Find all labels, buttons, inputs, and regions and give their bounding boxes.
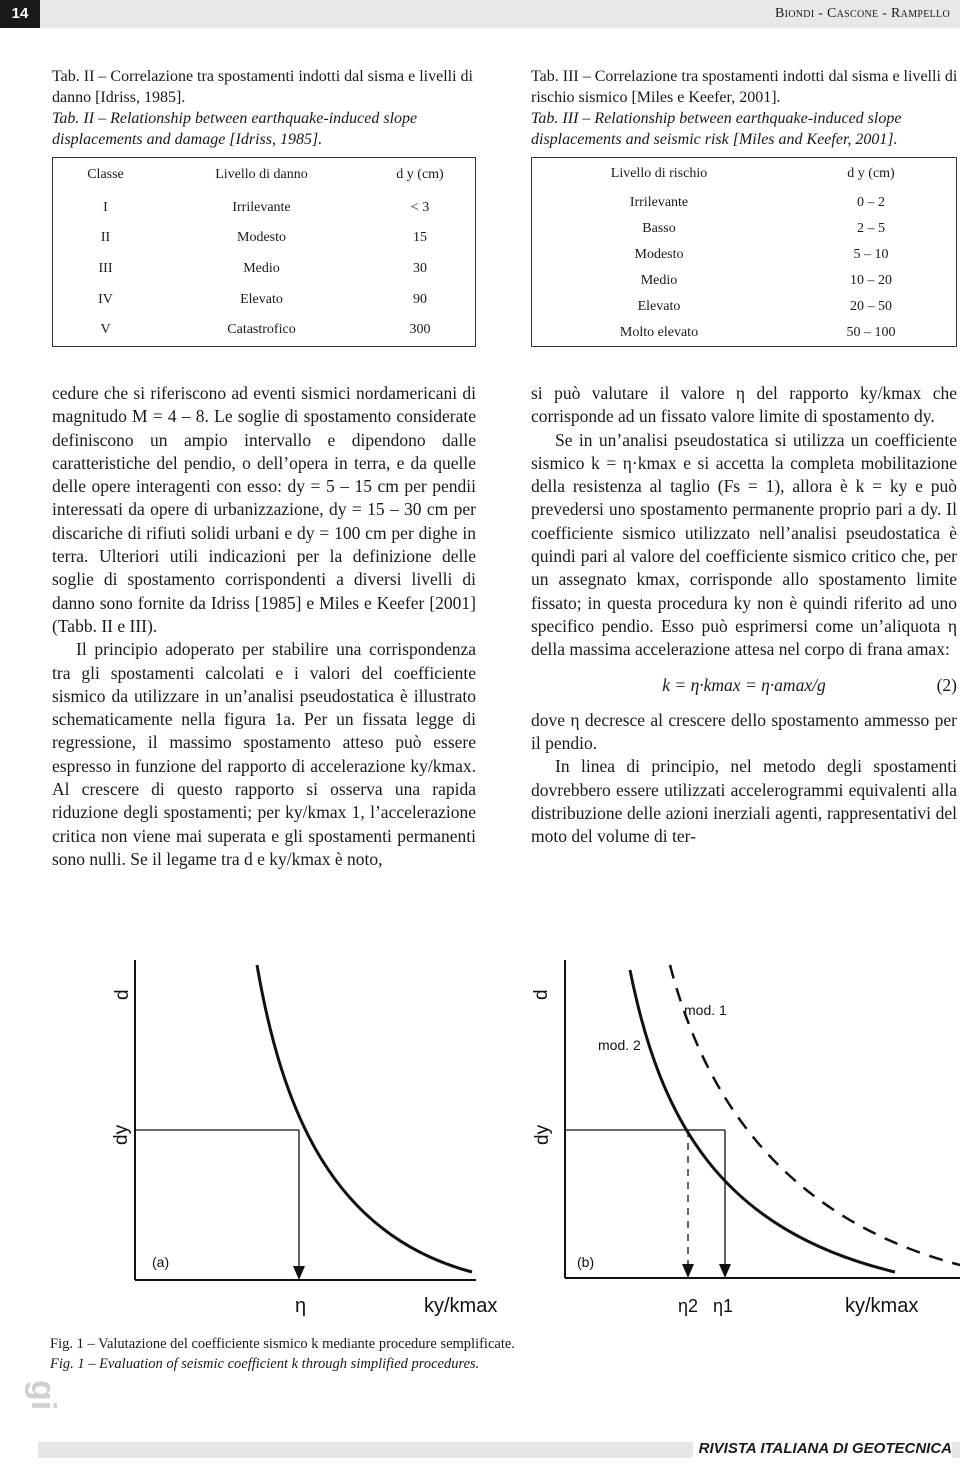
x-mark-label-eta1: η1: [713, 1296, 734, 1316]
running-head: Biondi - Cascone - Rampello: [775, 6, 950, 21]
tab3-caption: [531, 66, 959, 150]
tab3-caption-en: Tab. III – Relationship between earthquake-induced slope displacements and seismic risk [Miles and Keefer, 2001].: [531, 110, 902, 148]
table-row: [532, 320, 957, 347]
regression-curve: [257, 965, 472, 1272]
figure-panel-b: [520, 960, 960, 1330]
table-cell: Modesto: [237, 230, 286, 246]
tab3-header-row: [532, 158, 957, 190]
table-cell: Medio: [640, 272, 678, 288]
table-cell: III: [98, 260, 113, 276]
tab2-caption-it: Tab. II – Correlazione tra spostamenti indotti dal sisma e livelli di danno [Idriss, 1985].: [52, 68, 473, 106]
panel-tag: (b): [577, 1254, 595, 1270]
x-axis-label: ky/kmax: [845, 1295, 919, 1317]
table-cell: 90: [413, 291, 427, 307]
journal-logo: [6, 1378, 62, 1448]
figure-caption-en: Fig. 1 – Evaluation of seismic coefficient k through simplified procedures.: [50, 1356, 480, 1372]
equation-number: (2): [936, 674, 957, 695]
equation: k = η·kmax = η·amax/g: [662, 674, 826, 695]
table-cell: Elevato: [637, 298, 681, 314]
tab3-header-cell: Livello di rischio: [610, 165, 708, 181]
tab2-caption-en: Tab. II – Relationship between earthquake-induced slope displacements and damage [Idriss, 1985].: [52, 110, 418, 148]
figure-panel-a: [52, 960, 498, 1330]
body-paragraph: si può valutare il valore η del rapporto ky/kmax che corrisponde ad un fissato valore limite di spostamento dy.: [531, 383, 957, 427]
body-paragraph: dove η decresce al crescere dello spostamento ammesso per il pendio.: [531, 709, 957, 754]
table-cell: 10 – 20: [850, 272, 892, 288]
table-cell: Medio: [243, 260, 280, 276]
tab2-header-cell: Livello di danno: [215, 167, 308, 183]
eta2-arrow: [682, 1264, 694, 1278]
table-row: [532, 294, 957, 320]
eta-arrow: [293, 1266, 305, 1280]
table-row: [53, 193, 476, 224]
y-mark-label: dy: [532, 1124, 553, 1145]
body-paragraph: cedure che si riferiscono ad eventi sismici nordamericani di magnitudo M = 4 – 8. Le soglie di spostamento considerate definiscono un ampio intervallo e dipendono dalle caratteristiche del pendio, o dell’opera in terra, e da quelle delle opere interagenti con esso: dy = 5 – 15 cm per pendii interessati da opere di urbanizzazione, dy = 15 – 30 cm per discariche di rifiuti solidi urbani e dy = 100 cm per dighe in terra. Ulteriori utili indicazioni per la definizione delle soglie di spostamento corrispondenti a diversi livelli di danno sono fornite da Idriss [1985] e Miles e Keefer [2001] (Tabb. II e III).: [52, 383, 476, 636]
table-row: [53, 254, 476, 285]
table-cell: 300: [409, 322, 431, 338]
tab3-header-cell: d y (cm): [847, 165, 895, 181]
table-row: [532, 190, 957, 216]
right-column: [531, 382, 957, 849]
table-cell: I: [103, 199, 108, 215]
table-cell: Irrilevante: [629, 194, 689, 210]
logo-text: gi: [24, 1380, 62, 1411]
table-cell: Catastrofico: [227, 322, 296, 338]
tab2-header-cell: Classe: [87, 167, 124, 183]
table-cell: Modesto: [634, 246, 684, 262]
table-cell: Elevato: [240, 291, 283, 307]
figure-caption: [50, 1334, 515, 1374]
y-top-label: d: [531, 989, 552, 1000]
tab3-caption-it: Tab. III – Correlazione tra spostamenti indotti dal sisma e livelli di rischio sismico [Miles e Keefer, 2001].: [531, 68, 958, 106]
tab2-header-row: [53, 158, 476, 193]
table-cell: II: [100, 230, 111, 246]
left-column: [52, 382, 476, 871]
table-cell: 20 – 50: [850, 298, 892, 314]
x-mark-label: η: [295, 1295, 307, 1317]
curve-label-mod-2: mod. 2: [598, 1037, 641, 1053]
table-cell: < 3: [410, 199, 430, 215]
table-cell: Molto elevato: [619, 324, 699, 340]
table-cell: Irrilevante: [232, 199, 291, 215]
page-header: [0, 0, 960, 28]
y-mark-label: dy: [111, 1124, 132, 1145]
curve-label-mod-1: mod. 1: [684, 1002, 727, 1018]
table-row: [532, 242, 957, 268]
equation-2: [531, 674, 957, 697]
table-row: [53, 223, 476, 254]
body-paragraph: Il principio adoperato per stabilire una corrispondenza tra gli spostamenti calcolati e i valori del coefficiente sismico da utilizzare in un’analisi pseudostatica è illustrato schematicamente nella figura 1a. Per un fissata legge di regressione, il massimo spostamento atteso può essere espresso in funzione del rapporto di accelerazione ky/kmax. Al crescere di questo rapporto si osserva una rapida riduzione degli spostamenti; per ky/kmax 1, l’accelerazione critica non viene mai superata e gli spostamenti permanenti sono nulli. Se il legame tra d e ky/kmax è noto,: [52, 639, 476, 869]
table-cell: V: [100, 322, 111, 338]
tab3-table: [531, 157, 957, 347]
page-number: 14: [0, 0, 40, 28]
table-cell: 5 – 10: [853, 246, 889, 262]
table-cell: 50 – 100: [846, 324, 896, 340]
x-mark-label-eta2: η2: [678, 1296, 699, 1316]
body-paragraph: In linea di principio, nel metodo degli spostamenti dovrebbero essere utilizzati accelerogrammi equivalenti alla distribuzione delle azioni inerziali agenti, rappresentativi del moto del volume di ter-: [531, 756, 957, 847]
panel-tag: (a): [152, 1254, 170, 1270]
y-top-label: d: [112, 989, 133, 1000]
table-cell: 2 – 5: [857, 220, 885, 236]
tab2-caption: [52, 66, 482, 150]
table-row: [532, 268, 957, 294]
curve-mod-2: [630, 970, 895, 1272]
x-axis-label: ky/kmax: [424, 1295, 498, 1317]
table-row: [53, 284, 476, 315]
body-paragraph: Se in un’analisi pseudostatica si utilizza un coefficiente sismico k = η·kmax e si accetta la completa mobilitazione della resistenza al taglio (Fs = 1), allora è k = ky e può prevedersi uno spostamento permanente proprio pari a dy. Il coefficiente sismico utilizzato nell’analisi pseudostatica è quindi pari al valore del coefficiente sismico critico che, per un assegnato kmax, corrisponde allo spostamento limite fissato; in questa procedura ky non è quindi riferito ad uno specifico pendio. Esso può esprimersi come un’aliquota η della massima accelerazione attesa nel corpo di frana amax:: [531, 429, 957, 660]
table-cell: 15: [413, 230, 427, 246]
table-row: [532, 216, 957, 242]
table-cell: IV: [98, 291, 113, 307]
table-cell: Basso: [642, 220, 676, 236]
table-row: [53, 315, 476, 347]
figure-caption-it: Fig. 1 – Valutazione del coefficiente sismico k mediante procedure semplificate.: [50, 1336, 515, 1352]
journal-name: RIVISTA ITALIANA DI GEOTECNICA: [693, 1438, 952, 1460]
tab2-header-cell: d y (cm): [396, 167, 444, 183]
tab2-table: [52, 157, 476, 347]
table-cell: 0 – 2: [857, 194, 885, 210]
eta1-arrow: [719, 1264, 731, 1278]
table-cell: 30: [413, 260, 427, 276]
